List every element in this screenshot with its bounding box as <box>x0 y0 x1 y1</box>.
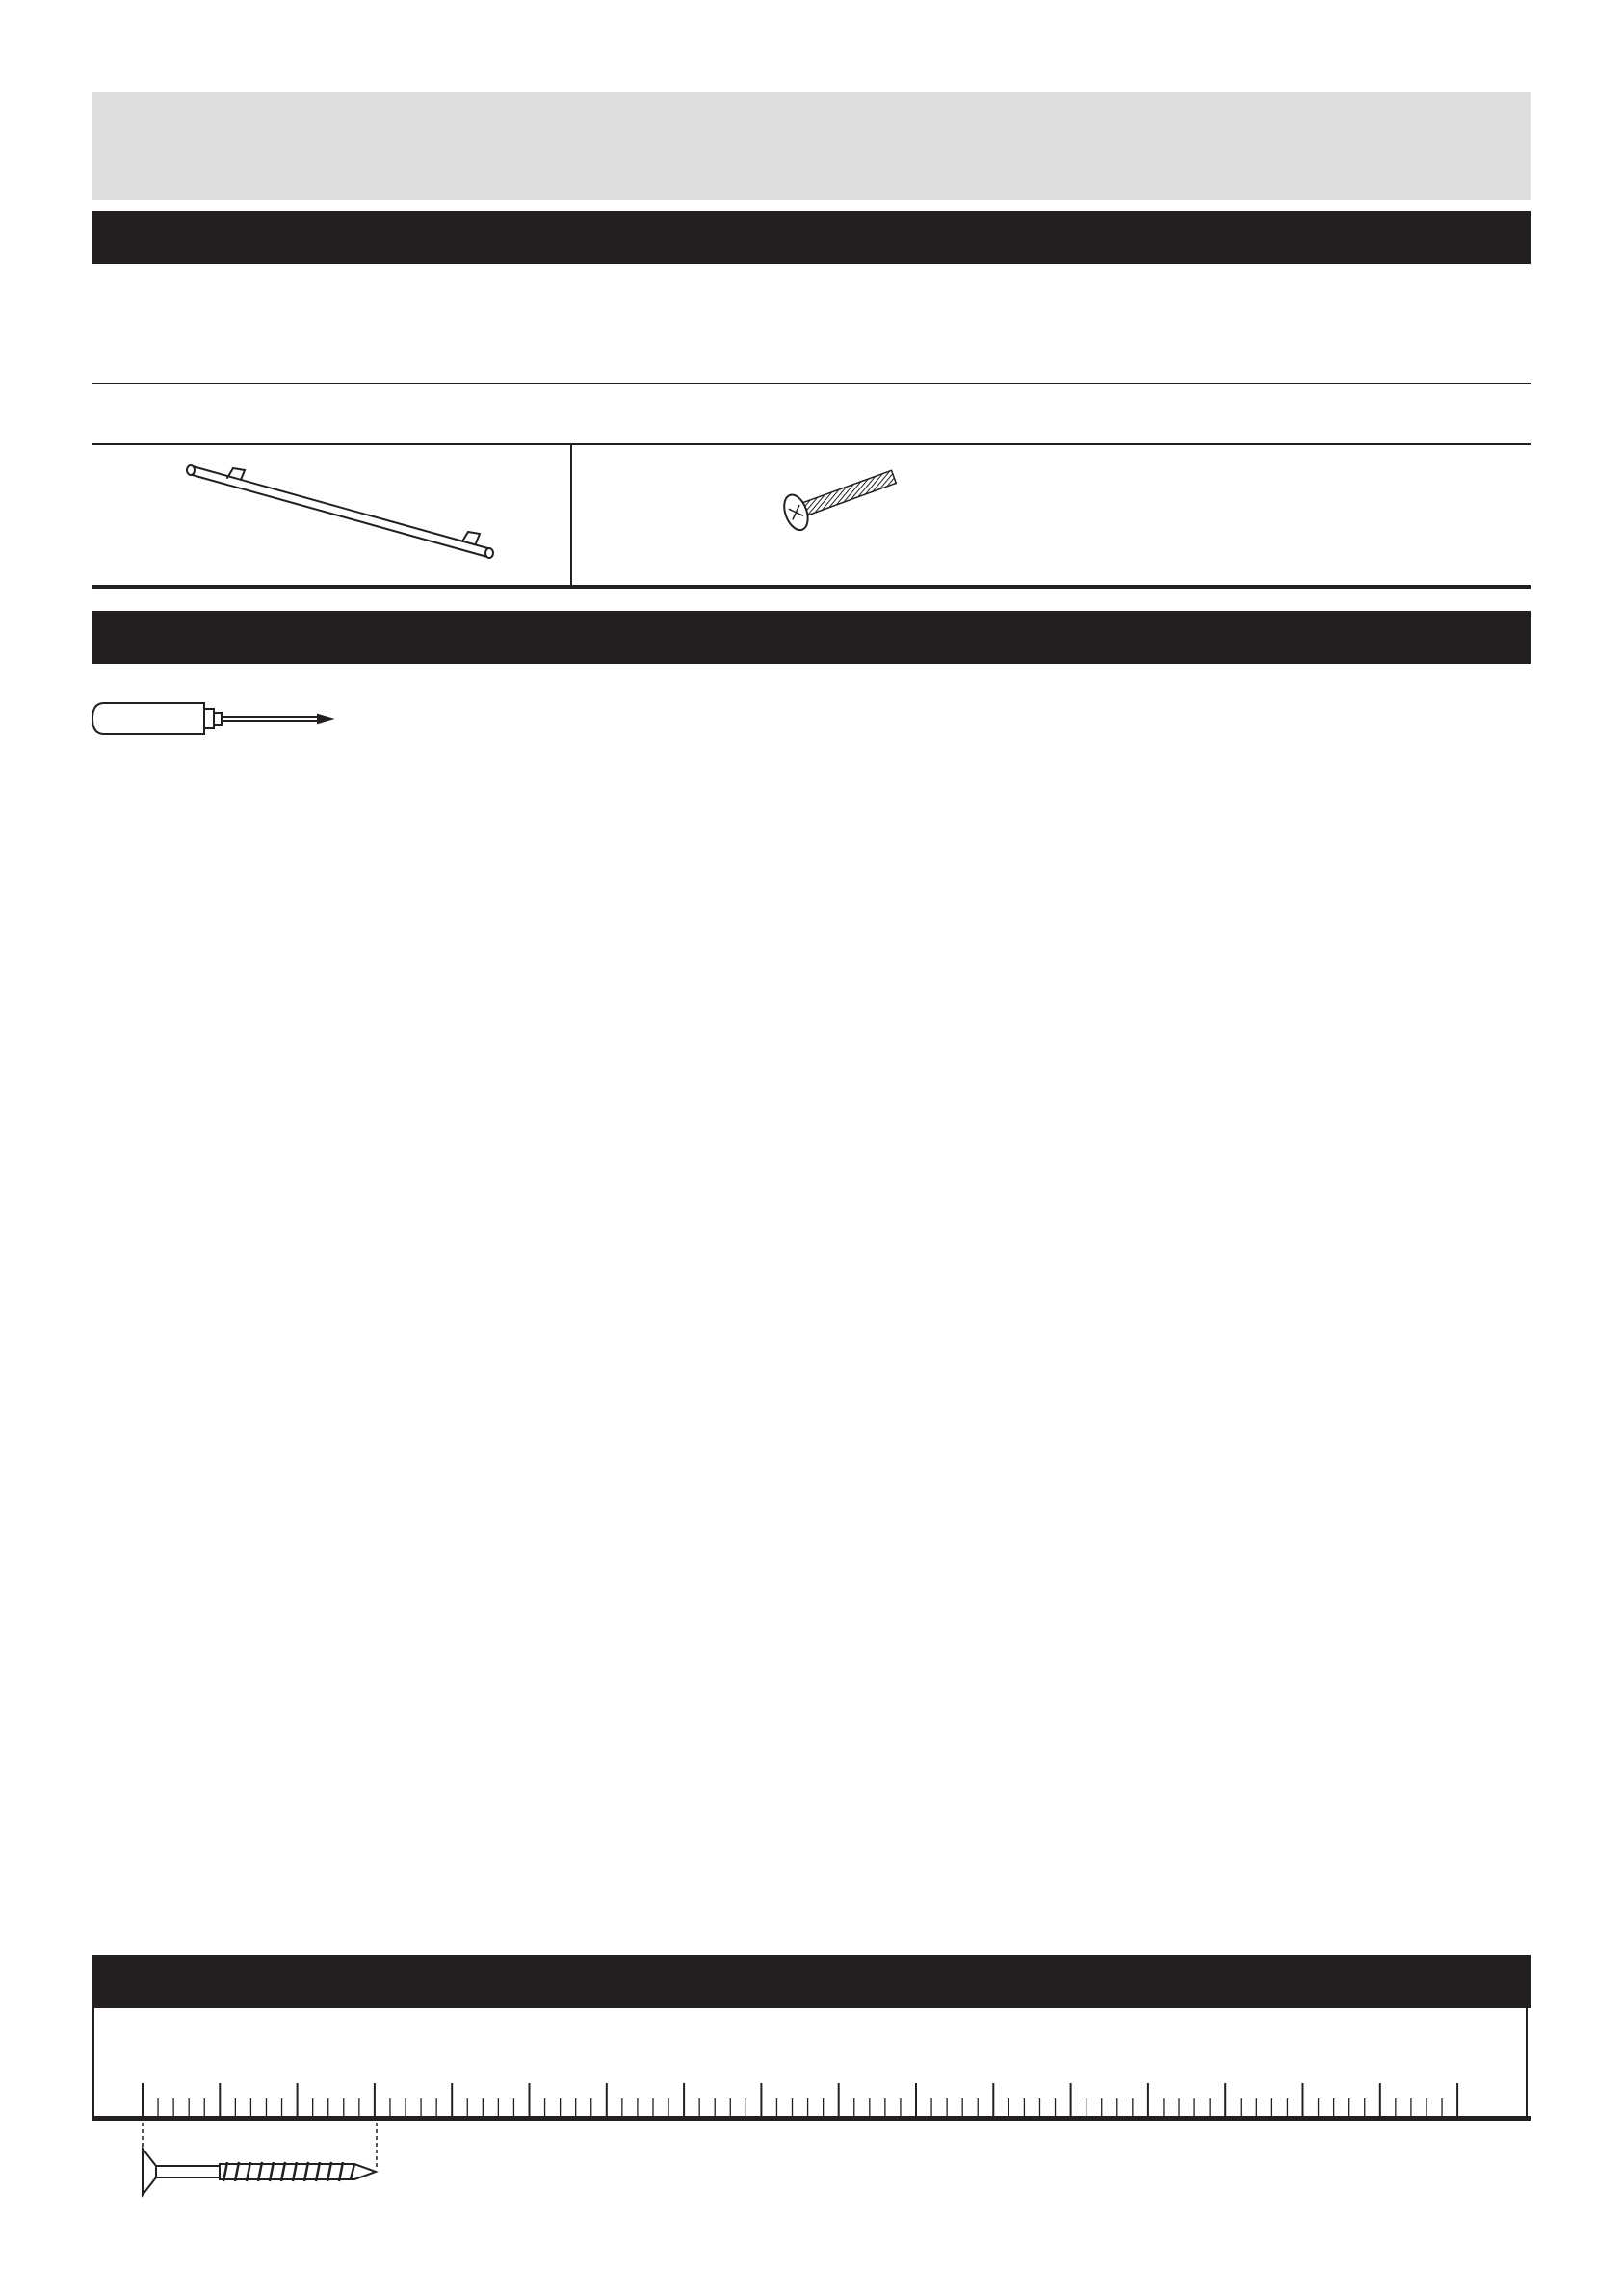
ruler-scale <box>135 2079 1483 2118</box>
parts-table-bottom-line <box>92 585 1531 589</box>
tool-screwdriver <box>92 699 343 738</box>
wood-screw-icon <box>135 2116 385 2203</box>
part-cell-screw <box>771 464 905 532</box>
screwdriver-icon <box>92 699 343 738</box>
screw-size-guide <box>135 2116 385 2203</box>
parts-section-bar <box>92 211 1531 264</box>
part-cell-handle <box>173 453 510 568</box>
parts-table-header-line <box>92 443 1531 445</box>
parts-table-column-divider <box>570 444 572 587</box>
parts-table-divider-top <box>92 383 1531 384</box>
machine-screw-icon <box>771 464 905 532</box>
bar-handle-icon <box>173 453 510 568</box>
tools-section-bar <box>92 611 1531 664</box>
header-panel <box>92 92 1531 200</box>
screw-guide-section-bar <box>92 1955 1531 2008</box>
